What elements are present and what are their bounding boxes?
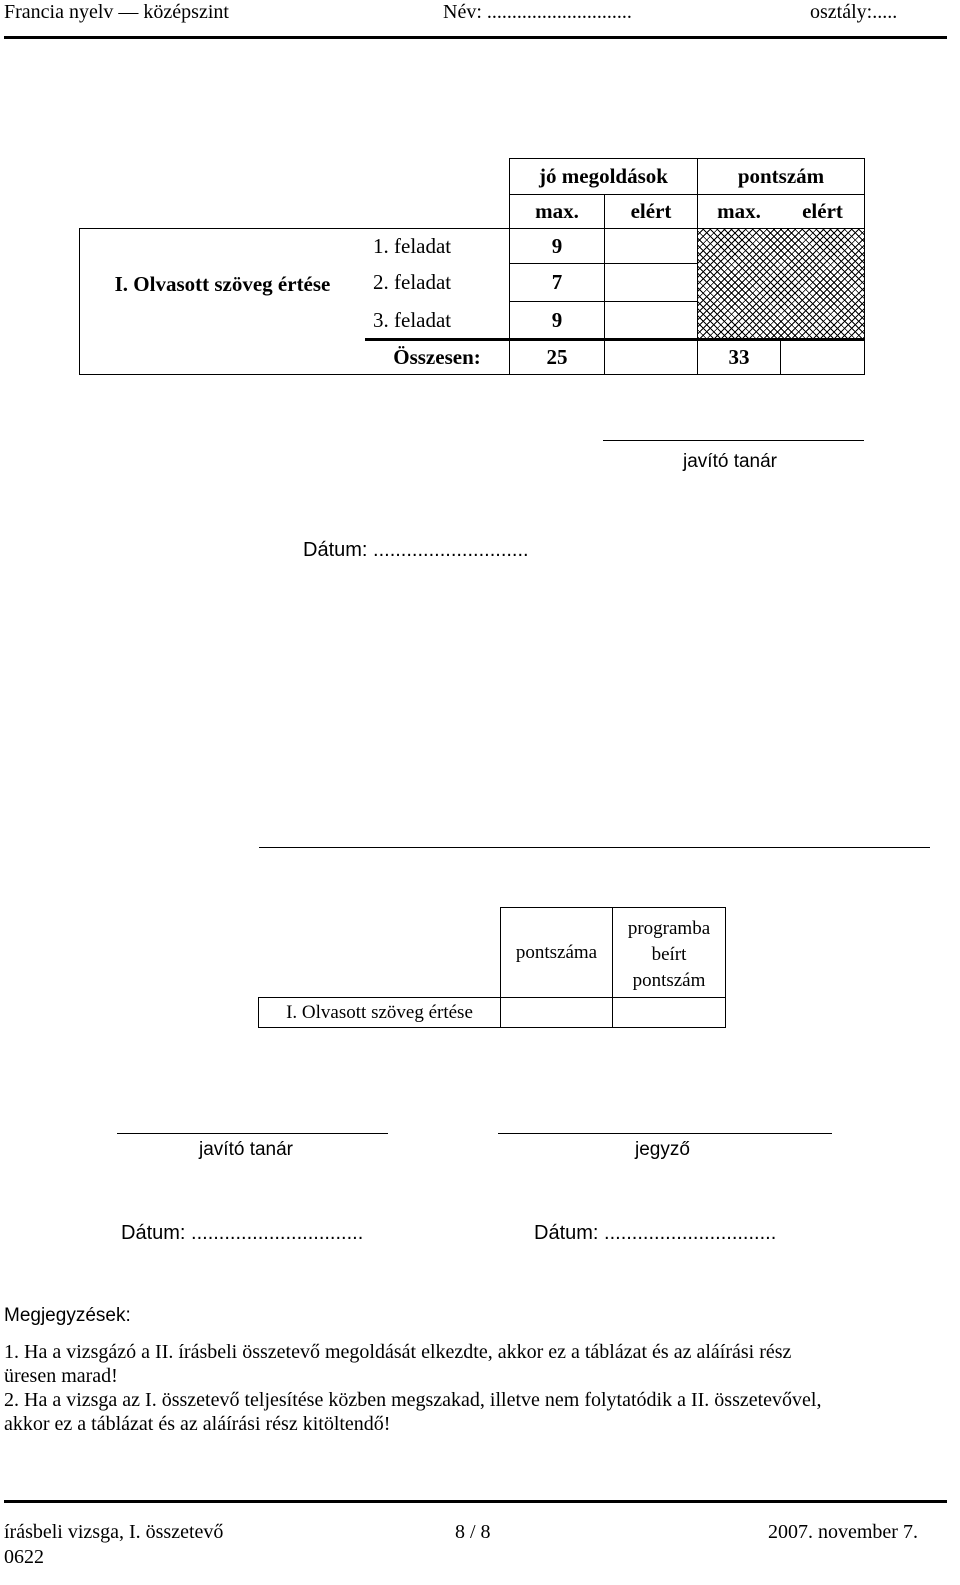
sub-header-max-2: max. <box>717 199 761 223</box>
header-class-field: osztály:..... <box>810 1 898 23</box>
col-header-points: pontszám <box>737 164 825 188</box>
signature-line-recorder <box>498 1133 832 1134</box>
col-header-program-3: pontszám <box>632 970 706 991</box>
row-label-2: 2. feladat <box>373 270 452 294</box>
row-max-3: 9 <box>551 307 563 332</box>
signature-label-teacher-2: javító tanár <box>199 1139 293 1160</box>
note-1-line-1: 1. Ha a vizsgázó a II. írásbeli összetevő megoldását elkezdte, akkor ez a táblázat és az aláírási rész <box>4 1341 792 1363</box>
footer-date: 2007. november 7. <box>768 1521 918 1543</box>
sub-header-achieved-2: elért <box>802 199 843 223</box>
date-field-1: Dátum: ............................ <box>303 539 529 561</box>
signature-line-teacher-2 <box>117 1133 388 1134</box>
footer-code: 0622 <box>4 1546 44 1568</box>
section-label: I. Olvasott szöveg értése <box>114 271 331 296</box>
sub-header-max-1: max. <box>535 199 579 223</box>
col-header-program-2: beírt <box>651 944 687 965</box>
note-2-line-2: akkor ez a táblázat és az aláírási rész kitöltendő! <box>4 1413 391 1435</box>
row-max-2: 7 <box>551 270 563 294</box>
header-subject: Francia nyelv — középszint <box>4 1 229 23</box>
signature-label-teacher: javító tanár <box>683 451 777 472</box>
date-field-teacher: Dátum: ............................... <box>121 1222 364 1244</box>
total-label: Összesen: <box>393 345 481 369</box>
footer-exam-label: írásbeli vizsga, I. összetevő <box>4 1521 224 1543</box>
footer-rule <box>4 1500 947 1503</box>
notes-body <box>4 1340 948 1436</box>
row-label-3: 3. feladat <box>373 307 452 332</box>
row-max-1: 9 <box>551 233 563 258</box>
notes-title: Megjegyzések: <box>4 1305 131 1326</box>
footer-page-number: 8 / 8 <box>455 1521 491 1543</box>
signature-label-recorder: jegyző <box>635 1139 690 1160</box>
note-1-line-2: üresen marad! <box>4 1365 118 1387</box>
total-max: 25 <box>546 345 568 369</box>
col-header-good-answers: jó megoldások <box>539 164 668 188</box>
total-points-max: 33 <box>728 345 750 369</box>
sub-header-achieved-1: elért <box>630 199 672 223</box>
header-name-field: Név: ............................. <box>443 1 632 23</box>
col-header-points-total: pontszáma <box>515 941 598 963</box>
col-header-program-1: programba <box>627 918 711 939</box>
summary-row-label: I. Olvasott szöveg értése <box>286 1001 473 1023</box>
note-2-line-1: 2. Ha a vizsga az I. összetevő teljesítése közben megszakad, illetve nem folytatódik a II. összetevővel, <box>4 1389 822 1411</box>
date-field-recorder: Dátum: ............................... <box>534 1222 777 1244</box>
row-label-1: 1. feladat <box>373 233 452 258</box>
